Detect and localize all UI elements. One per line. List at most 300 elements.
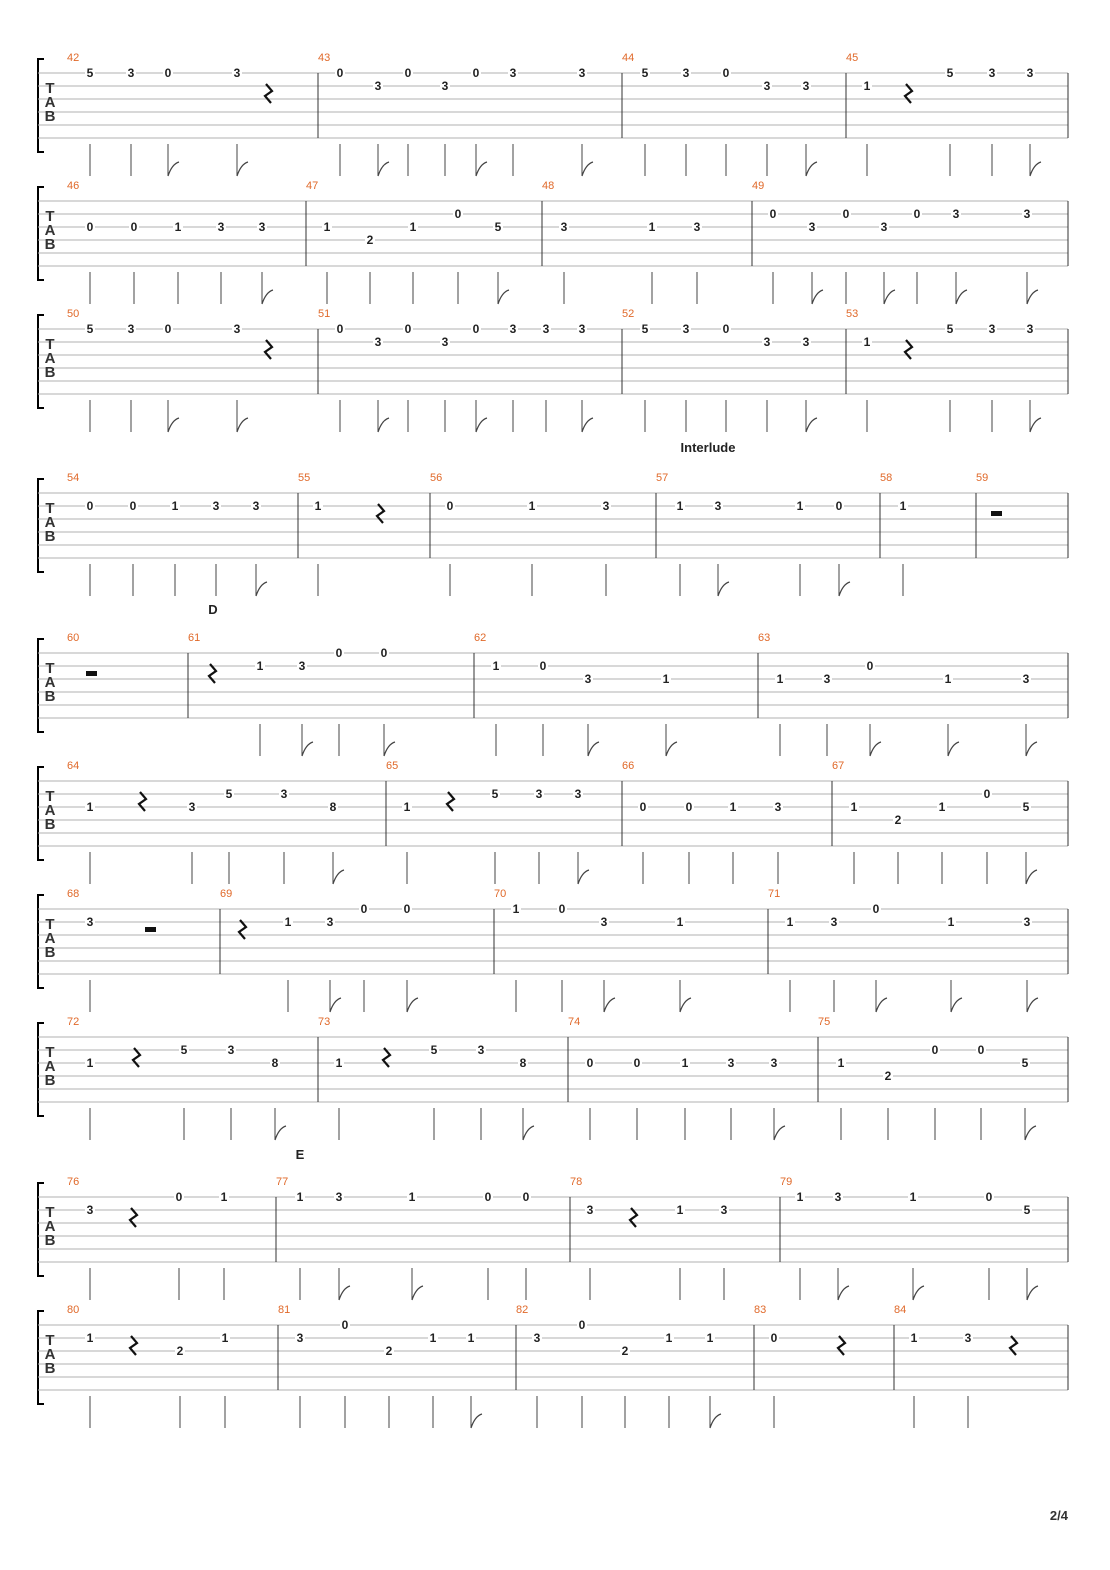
- fret-number: 3: [770, 1056, 778, 1070]
- fret-number: 0: [404, 322, 412, 336]
- fret-number: 1: [837, 1056, 845, 1070]
- fret-number: 1: [323, 220, 331, 234]
- fret-number: 3: [227, 1043, 235, 1057]
- fret-number: 8: [329, 800, 337, 814]
- fret-number: 0: [86, 220, 94, 234]
- fret-number: 1: [786, 915, 794, 929]
- fret-number: 3: [578, 322, 586, 336]
- measure-number: 75: [818, 1016, 831, 1028]
- measure-number: 66: [622, 760, 635, 772]
- measure-number: 51: [318, 308, 331, 320]
- fret-number: 3: [802, 335, 810, 349]
- fret-number: 1: [648, 220, 656, 234]
- fret-number: 3: [188, 800, 196, 814]
- fret-number: 2: [385, 1344, 393, 1358]
- measure-number: 76: [67, 1176, 80, 1188]
- eighth-flag: [680, 998, 691, 1012]
- tab-clef-letter: A: [44, 94, 56, 111]
- eighth-flag: [407, 998, 418, 1012]
- measure-number: 50: [67, 308, 80, 320]
- fret-number: 5: [1023, 1203, 1031, 1217]
- tab-clef-letter: T: [45, 660, 55, 677]
- fret-number: 0: [335, 646, 343, 660]
- fret-number: 5: [641, 66, 649, 80]
- measure-number: 81: [278, 1304, 291, 1316]
- tab-clef-letter: T: [45, 1332, 55, 1349]
- measure-number: 70: [494, 888, 507, 900]
- measure-number: 59: [976, 472, 989, 484]
- fret-number: 1: [776, 672, 784, 686]
- fret-number: 0: [164, 322, 172, 336]
- fret-number: 0: [685, 800, 693, 814]
- measure-number: 55: [298, 472, 311, 484]
- fret-number: 1: [220, 1190, 228, 1204]
- fret-number: 0: [164, 66, 172, 80]
- eighth-flag: [498, 290, 509, 304]
- measure-number: 62: [474, 632, 487, 644]
- eighth-flag: [913, 1286, 924, 1300]
- tab-clef-letter: T: [45, 500, 55, 517]
- fret-number: 1: [171, 499, 179, 513]
- fret-number: 0: [913, 207, 921, 221]
- fret-number: 1: [512, 902, 520, 916]
- fret-number: 1: [863, 79, 871, 93]
- measure-number: 58: [880, 472, 893, 484]
- fret-number: 5: [1022, 800, 1030, 814]
- eighth-flag: [378, 162, 389, 176]
- fret-number: 0: [360, 902, 368, 916]
- quarter-rest: [265, 84, 272, 103]
- fret-number: 0: [129, 499, 137, 513]
- fret-number: 0: [639, 800, 647, 814]
- fret-number: 0: [336, 322, 344, 336]
- fret-number: 3: [233, 322, 241, 336]
- measure-number: 45: [846, 52, 859, 64]
- quarter-rest: [630, 1208, 637, 1227]
- fret-number: 5: [180, 1043, 188, 1057]
- measure-number: 69: [220, 888, 233, 900]
- tab-clef-letter: B: [44, 944, 56, 961]
- tab-clef-letter: T: [45, 916, 55, 933]
- tab-clef-letter: B: [44, 816, 56, 833]
- eighth-flag: [812, 290, 823, 304]
- quarter-rest: [1010, 1336, 1017, 1355]
- eighth-flag: [578, 870, 589, 884]
- fret-number: 8: [271, 1056, 279, 1070]
- fret-number: 1: [86, 800, 94, 814]
- fret-number: 0: [983, 787, 991, 801]
- fret-number: 1: [910, 1331, 918, 1345]
- fret-number: 0: [872, 902, 880, 916]
- fret-number: 8: [519, 1056, 527, 1070]
- measure-number: 47: [306, 180, 319, 192]
- measure-number: 68: [67, 888, 80, 900]
- fret-number: 0: [931, 1043, 939, 1057]
- fret-number: 0: [175, 1190, 183, 1204]
- eighth-flag: [1027, 998, 1038, 1012]
- tab-clef-letter: B: [44, 528, 56, 545]
- tab-clef-letter: B: [44, 688, 56, 705]
- measure-number: 79: [780, 1176, 793, 1188]
- fret-number: 0: [578, 1318, 586, 1332]
- fret-number: 3: [964, 1331, 972, 1345]
- tab-clef-letter: A: [44, 514, 56, 531]
- tab-clef-letter: T: [45, 1044, 55, 1061]
- tab-clef-letter: A: [44, 674, 56, 691]
- tab-clef-letter: A: [44, 222, 56, 239]
- fret-number: 1: [863, 335, 871, 349]
- tab-clef-letter: T: [45, 336, 55, 353]
- fret-number: 3: [296, 1331, 304, 1345]
- tab-clef-letter: B: [44, 1072, 56, 1089]
- eighth-flag: [1027, 290, 1038, 304]
- fret-number: 0: [404, 66, 412, 80]
- fret-number: 3: [808, 220, 816, 234]
- eighth-flag: [256, 582, 267, 596]
- measure-number: 84: [894, 1304, 907, 1316]
- tab-clef-letter: B: [44, 1360, 56, 1377]
- half-rest: [86, 671, 97, 676]
- fret-number: 3: [1026, 322, 1034, 336]
- tab-clef-letter: B: [44, 108, 56, 125]
- fret-number: 3: [441, 79, 449, 93]
- fret-number: 3: [880, 220, 888, 234]
- fret-number: 3: [326, 915, 334, 929]
- measure-number: 54: [67, 472, 80, 484]
- fret-number: 1: [409, 220, 417, 234]
- eighth-flag: [476, 418, 487, 432]
- measure-number: 63: [758, 632, 771, 644]
- fret-number: 1: [796, 499, 804, 513]
- fret-number: 1: [909, 1190, 917, 1204]
- eighth-flag: [774, 1126, 785, 1140]
- eighth-flag: [884, 290, 895, 304]
- fret-number: 2: [884, 1069, 892, 1083]
- fret-number: 5: [641, 322, 649, 336]
- fret-number: 0: [769, 207, 777, 221]
- fret-number: 5: [946, 66, 954, 80]
- half-rest: [145, 927, 156, 932]
- fret-number: 3: [586, 1203, 594, 1217]
- fret-number: 3: [763, 79, 771, 93]
- measure-number: 60: [67, 632, 80, 644]
- eighth-flag: [951, 998, 962, 1012]
- measure-number: 43: [318, 52, 331, 64]
- fret-number: 0: [977, 1043, 985, 1057]
- fret-number: 5: [430, 1043, 438, 1057]
- eighth-flag: [384, 742, 395, 756]
- fret-number: 0: [770, 1331, 778, 1345]
- measure-number: 83: [754, 1304, 767, 1316]
- fret-number: 0: [558, 902, 566, 916]
- fret-number: 3: [127, 322, 135, 336]
- fret-number: 0: [522, 1190, 530, 1204]
- fret-number: 1: [706, 1331, 714, 1345]
- section-label: D: [208, 602, 218, 617]
- measure-number: 56: [430, 472, 443, 484]
- fret-number: 1: [284, 915, 292, 929]
- eighth-flag: [378, 418, 389, 432]
- fret-number: 0: [472, 322, 480, 336]
- eighth-flag: [582, 418, 593, 432]
- measure-number: 49: [752, 180, 765, 192]
- tab-clef-letter: A: [44, 930, 56, 947]
- page-number: 2/4: [1049, 1508, 1068, 1523]
- eighth-flag: [582, 162, 593, 176]
- fret-number: 5: [491, 787, 499, 801]
- fret-number: 3: [298, 659, 306, 673]
- fret-number: 0: [380, 646, 388, 660]
- measure-number: 71: [768, 888, 781, 900]
- measure-number: 46: [67, 180, 80, 192]
- eighth-flag: [710, 1414, 721, 1428]
- fret-number: 3: [374, 335, 382, 349]
- measure-number: 67: [832, 760, 845, 772]
- eighth-flag: [666, 742, 677, 756]
- fret-number: 1: [729, 800, 737, 814]
- eighth-flag: [471, 1414, 482, 1428]
- eighth-flag: [476, 162, 487, 176]
- fret-number: 3: [509, 322, 517, 336]
- measure-number: 65: [386, 760, 399, 772]
- fret-number: 1: [662, 672, 670, 686]
- tab-clef-letter: T: [45, 788, 55, 805]
- fret-number: 3: [86, 915, 94, 929]
- eighth-flag: [588, 742, 599, 756]
- eighth-flag: [876, 998, 887, 1012]
- fret-number: 0: [454, 207, 462, 221]
- eighth-flag: [302, 742, 313, 756]
- tab-clef-letter: A: [44, 350, 56, 367]
- fret-number: 0: [539, 659, 547, 673]
- fret-number: 5: [946, 322, 954, 336]
- section-label: Interlude: [680, 440, 736, 455]
- fret-number: 0: [985, 1190, 993, 1204]
- fret-number: 0: [403, 902, 411, 916]
- measure-number: 48: [542, 180, 555, 192]
- quarter-rest: [447, 792, 454, 811]
- fret-number: 1: [528, 499, 536, 513]
- eighth-flag: [1025, 1126, 1036, 1140]
- fret-number: 3: [774, 800, 782, 814]
- fret-number: 5: [494, 220, 502, 234]
- fret-number: 3: [233, 66, 241, 80]
- fret-number: 1: [296, 1190, 304, 1204]
- fret-number: 1: [403, 800, 411, 814]
- eighth-flag: [838, 1286, 849, 1300]
- eighth-flag: [839, 582, 850, 596]
- fret-number: 1: [796, 1190, 804, 1204]
- eighth-flag: [168, 418, 179, 432]
- quarter-rest: [130, 1336, 137, 1355]
- quarter-rest: [130, 1208, 137, 1227]
- fret-number: 3: [574, 787, 582, 801]
- measure-number: 82: [516, 1304, 529, 1316]
- eighth-flag: [330, 998, 341, 1012]
- tab-clef-letter: A: [44, 1058, 56, 1075]
- fret-number: 1: [681, 1056, 689, 1070]
- quarter-rest: [838, 1336, 845, 1355]
- fret-number: 3: [834, 1190, 842, 1204]
- eighth-flag: [948, 742, 959, 756]
- fret-number: 1: [676, 915, 684, 929]
- fret-number: 2: [176, 1344, 184, 1358]
- fret-number: 1: [86, 1056, 94, 1070]
- fret-number: 0: [341, 1318, 349, 1332]
- measure-number: 44: [622, 52, 635, 64]
- fret-number: 0: [842, 207, 850, 221]
- measure-number: 61: [188, 632, 201, 644]
- tab-clef-letter: A: [44, 802, 56, 819]
- half-rest: [991, 511, 1002, 516]
- fret-number: 3: [542, 322, 550, 336]
- fret-number: 0: [586, 1056, 594, 1070]
- tab-clef-letter: A: [44, 1346, 56, 1363]
- fret-number: 3: [988, 66, 996, 80]
- eighth-flag: [339, 1286, 350, 1300]
- fret-number: 3: [602, 499, 610, 513]
- fret-number: 1: [408, 1190, 416, 1204]
- fret-number: 0: [130, 220, 138, 234]
- quarter-rest: [239, 920, 246, 939]
- eighth-flag: [806, 162, 817, 176]
- measure-number: 42: [67, 52, 80, 64]
- fret-number: 1: [221, 1331, 229, 1345]
- fret-number: 3: [682, 66, 690, 80]
- eighth-flag: [718, 582, 729, 596]
- section-label: E: [295, 1147, 305, 1162]
- fret-number: 3: [335, 1190, 343, 1204]
- fret-number: 1: [944, 672, 952, 686]
- fret-number: 1: [850, 800, 858, 814]
- eighth-flag: [1026, 870, 1037, 884]
- fret-number: 3: [578, 66, 586, 80]
- measure-number: 57: [656, 472, 669, 484]
- fret-number: 3: [682, 322, 690, 336]
- eighth-flag: [262, 290, 273, 304]
- fret-number: 3: [830, 915, 838, 929]
- eighth-flag: [412, 1286, 423, 1300]
- fret-number: 1: [676, 499, 684, 513]
- fret-number: 0: [633, 1056, 641, 1070]
- fret-number: 3: [727, 1056, 735, 1070]
- eighth-flag: [1027, 1286, 1038, 1300]
- fret-number: 3: [952, 207, 960, 221]
- eighth-flag: [523, 1126, 534, 1140]
- fret-number: 0: [446, 499, 454, 513]
- quarter-rest: [905, 340, 912, 359]
- eighth-flag: [604, 998, 615, 1012]
- fret-number: 3: [763, 335, 771, 349]
- fret-number: 0: [722, 66, 730, 80]
- fret-number: 3: [127, 66, 135, 80]
- fret-number: 1: [492, 659, 500, 673]
- fret-number: 1: [174, 220, 182, 234]
- measure-number: 64: [67, 760, 80, 772]
- quarter-rest: [265, 340, 272, 359]
- fret-number: 3: [1023, 207, 1031, 221]
- fret-number: 0: [835, 499, 843, 513]
- tab-clef-letter: T: [45, 208, 55, 225]
- tab-clef-letter: A: [44, 1218, 56, 1235]
- quarter-rest: [139, 792, 146, 811]
- fret-number: 3: [693, 220, 701, 234]
- fret-number: 1: [676, 1203, 684, 1217]
- fret-number: 2: [366, 233, 374, 247]
- fret-number: 5: [86, 66, 94, 80]
- fret-number: 3: [280, 787, 288, 801]
- fret-number: 3: [560, 220, 568, 234]
- quarter-rest: [133, 1048, 140, 1067]
- fret-number: 3: [217, 220, 225, 234]
- quarter-rest: [209, 664, 216, 683]
- fret-number: 1: [335, 1056, 343, 1070]
- measure-number: 53: [846, 308, 859, 320]
- fret-number: 3: [802, 79, 810, 93]
- fret-number: 0: [484, 1190, 492, 1204]
- fret-number: 2: [621, 1344, 629, 1358]
- quarter-rest: [383, 1048, 390, 1067]
- fret-number: 1: [429, 1331, 437, 1345]
- fret-number: 1: [665, 1331, 673, 1345]
- measure-number: 52: [622, 308, 635, 320]
- measure-number: 80: [67, 1304, 80, 1316]
- tab-clef-letter: B: [44, 1232, 56, 1249]
- eighth-flag: [275, 1126, 286, 1140]
- fret-number: 0: [86, 499, 94, 513]
- eighth-flag: [1030, 418, 1041, 432]
- eighth-flag: [237, 418, 248, 432]
- fret-number: 3: [86, 1203, 94, 1217]
- fret-number: 5: [225, 787, 233, 801]
- fret-number: 3: [441, 335, 449, 349]
- eighth-flag: [168, 162, 179, 176]
- fret-number: 3: [1022, 672, 1030, 686]
- measure-number: 74: [568, 1016, 581, 1028]
- fret-number: 0: [866, 659, 874, 673]
- fret-number: 3: [535, 787, 543, 801]
- fret-number: 3: [477, 1043, 485, 1057]
- fret-number: 3: [584, 672, 592, 686]
- fret-number: 1: [314, 499, 322, 513]
- fret-number: 3: [714, 499, 722, 513]
- eighth-flag: [956, 290, 967, 304]
- eighth-flag: [333, 870, 344, 884]
- tab-clef-letter: T: [45, 80, 55, 97]
- measure-number: 78: [570, 1176, 583, 1188]
- eighth-flag: [237, 162, 248, 176]
- fret-number: 3: [823, 672, 831, 686]
- fret-number: 3: [252, 499, 260, 513]
- fret-number: 0: [336, 66, 344, 80]
- fret-number: 1: [467, 1331, 475, 1345]
- fret-number: 3: [988, 322, 996, 336]
- tab-clef-letter: B: [44, 364, 56, 381]
- eighth-flag: [870, 742, 881, 756]
- tab-clef-letter: T: [45, 1204, 55, 1221]
- fret-number: 3: [509, 66, 517, 80]
- fret-number: 0: [472, 66, 480, 80]
- fret-number: 3: [374, 79, 382, 93]
- eighth-flag: [806, 418, 817, 432]
- quarter-rest: [377, 504, 384, 523]
- eighth-flag: [1030, 162, 1041, 176]
- measure-number: 77: [276, 1176, 289, 1188]
- fret-number: 1: [86, 1331, 94, 1345]
- tab-clef-letter: B: [44, 236, 56, 253]
- fret-number: 3: [533, 1331, 541, 1345]
- eighth-flag: [1026, 742, 1037, 756]
